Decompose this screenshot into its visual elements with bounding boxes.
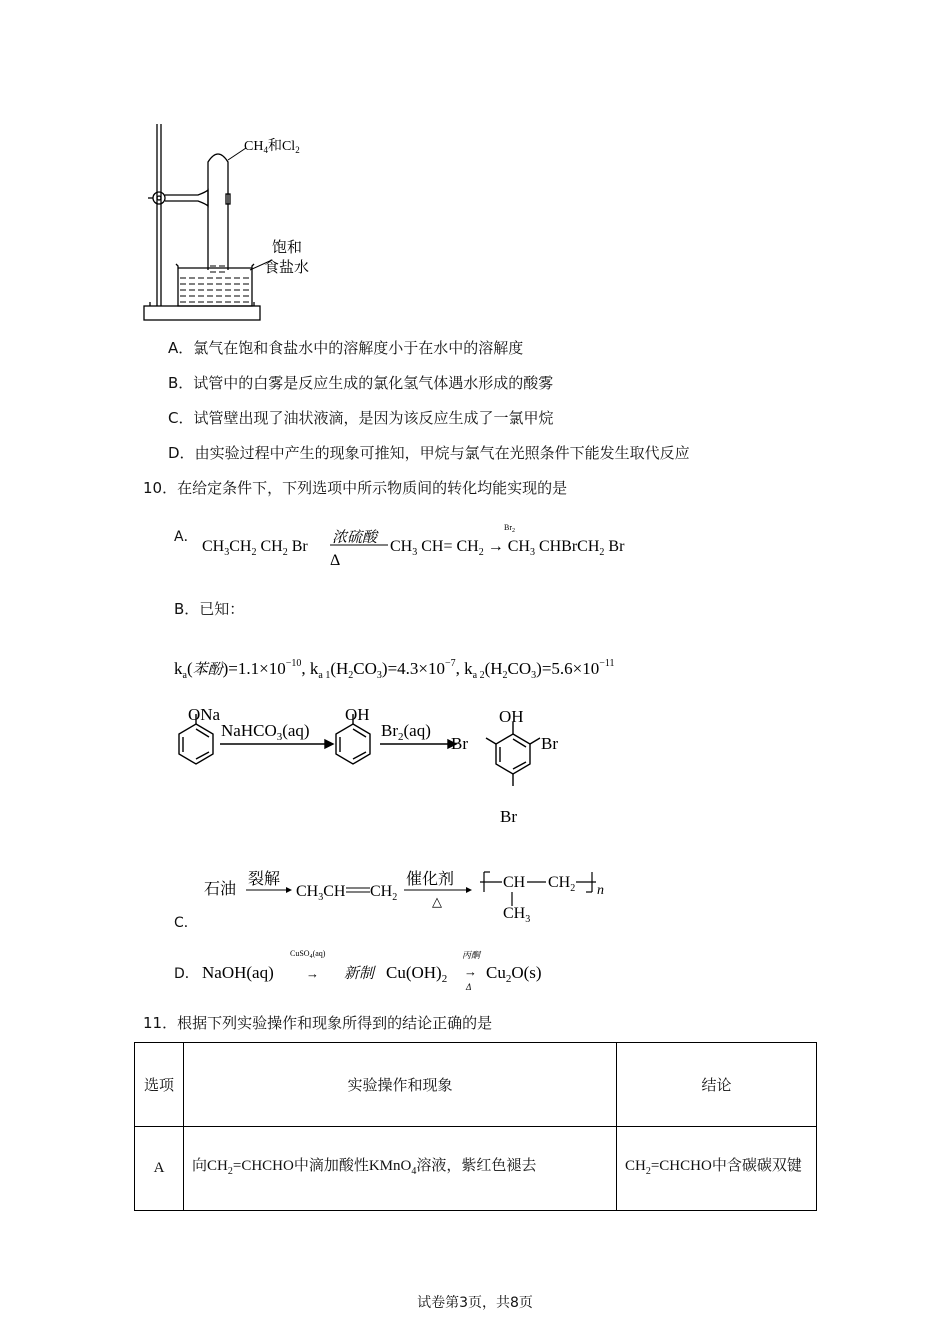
svg-text:→: → [464,964,477,979]
svg-text:CH3 CH= CH2 → CH3 CHBrCH2 Br: $CH_3$ $CH= CH_2 \to CH_3$ CHBrCH$_2$ Br [390,538,625,558]
q10-c-cond2-top: 催化剂 [406,869,455,888]
svg-text:CuSO4(aq): CuSO$_4$(aq) [290,949,326,960]
q9-option-b: B．试管中的白雾是反应生成的氯化氢气体遇水形成的酸雾 [168,374,554,392]
gas-label-sub2: 2 [295,145,300,155]
row-conclusion: $CH_2=CHCHO$中含碳碳双键 [617,1127,817,1211]
q10-b-oh1: OH [345,705,370,724]
q10-b-key: B．已知： [174,600,245,618]
svg-text:CH3CH: $CH_3CH$ [296,883,346,903]
q10-b-ka-formula [172,650,752,684]
header-operation: 实验操作和现象 [184,1043,617,1127]
q10-c-poly-ch: CH [503,874,526,891]
q9-option-a: A．氯气在饱和食盐水中的溶解度小于在水中的溶解度 [168,339,524,357]
q10-b-br1: Br [451,734,468,753]
methane-chlorine-apparatus [140,120,340,330]
gas-label-prefix: CH [244,139,264,154]
svg-text:ka(苯酚)=1.1×10−10, ka 1(H2CO3)=: $k_a$(苯酚)$=1.1\times 10^{-10}$, $k_{a 1}(H_2CO_3)=4.3\times 10^{-7}$, $k_{a 2}(H_2CO_3)=5.6\times 10^{-11}$ [174,658,615,681]
table-header-row [135,1043,817,1127]
q10-d-key: D． [174,966,199,982]
solution-label-2: 食盐水 [264,258,310,276]
q10-b-ona: ONa [188,705,221,724]
gas-label-mid: 和Cl [267,139,296,154]
q10-d-reaction [200,944,580,994]
header-conclusion: 结论 [617,1043,817,1127]
svg-text:CH3CH2 CH2 Br: $CH_3CH_2$ $CH_2$ Br [202,538,308,558]
svg-text:→: → [306,966,319,981]
table-row [135,1127,817,1211]
q10-c-cond2-bottom: △ [432,894,442,909]
q10-a-reaction [200,520,680,570]
q10-b-br3: Br [500,807,517,826]
q11-table [134,1042,817,1211]
q10-c-scheme [200,858,630,924]
q10-d-cond2-bottom: Δ [466,982,472,992]
svg-text:NaHCO3(aq): NaHCO$_3$(aq) [221,721,310,743]
row-option: A [135,1127,184,1211]
q10-d-mid-italic: 新制 [344,964,375,982]
row-operation: 向$CH_2=CHCHO$中滴加酸性KMnO$_4$溶液，紫红色褪去 [184,1127,617,1211]
header-option: 选项 [135,1043,184,1127]
svg-text:NaOH(aq): NaOH(aq) [202,963,274,982]
q10-b-oh2: OH [499,707,524,726]
q9-option-d: D．由实验过程中产生的现象可推知，甲烷与氯气在光照条件下能发生取代反应 [168,444,690,462]
svg-text:CH4和Cl2 [244,138,300,155]
svg-text:Cu(OH)2: $Cu(OH)_2$ [386,963,448,985]
q10-a-cond-top: 浓硫酸 [332,528,378,546]
q10-a-key: A． [174,529,198,545]
q9-option-c: C．试管壁出现了油状液滴，是因为该反应生成了一氯甲烷 [168,409,554,427]
q10-a-cond-bottom: Δ [330,552,341,569]
solution-label-1: 饱和 [272,238,303,256]
svg-text:Br2(aq): $Br_2(aq)$ [381,721,431,743]
q10-d-cond2: 丙酮 [462,951,481,961]
q10-c-key: C． [174,915,198,931]
page-footer: 试卷第3页，共8页 [417,1295,533,1311]
svg-text:CH2: $CH_2$ [548,874,576,894]
q10-b-br2: Br [541,734,558,753]
q10-stem: 10．在给定条件下，下列选项中所示物质间的转化均能实现的是 [143,479,568,497]
svg-text:Cu2O(s): $Cu_2O(s)$ [486,963,542,985]
svg-text:CH2: $CH_2$ [370,883,398,903]
svg-text:Br2: $Br_2$ [504,523,515,534]
svg-text:CH3: $CH_3$ [503,905,531,924]
q10-c-n: n [597,883,604,898]
q10-b-phenol-scheme [170,700,590,835]
q10-c-start: 石油 [204,879,237,898]
q10-c-cond1: 裂解 [248,869,281,888]
q11-stem: 11．根据下列实验操作和现象所得到的结论正确的是 [143,1014,493,1032]
gas-label-sub1: 4 [263,145,268,155]
